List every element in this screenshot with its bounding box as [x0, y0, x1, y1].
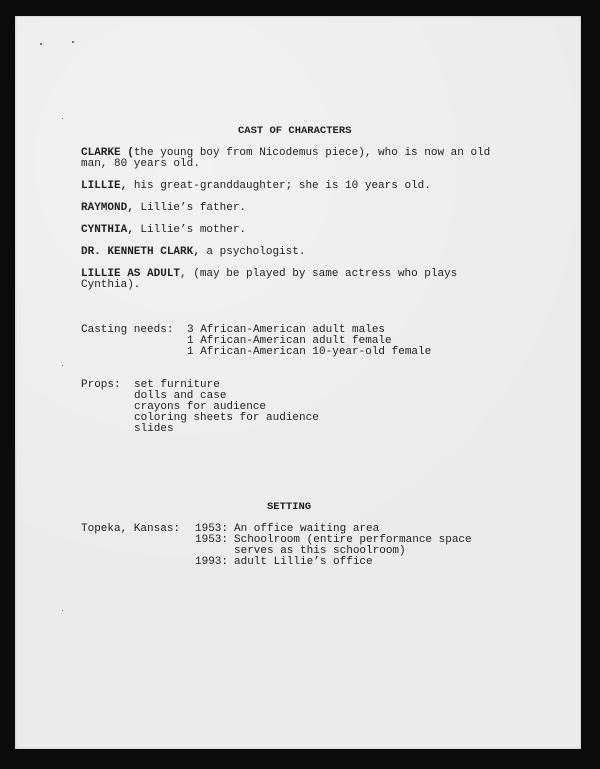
props-label: Props:: [81, 379, 121, 391]
setting-scene-year: 1993:: [195, 556, 229, 568]
character-name: LILLIE,: [81, 180, 128, 192]
casting-item: 3 African-American adult males: [187, 324, 386, 336]
cast-entry-clarke-cont: man, 80 years old.: [81, 158, 200, 170]
props-item: slides: [134, 423, 174, 435]
props-item: set furniture: [134, 379, 220, 391]
character-name: CYNTHIA,: [81, 224, 134, 236]
speck: [72, 41, 74, 43]
props-item: dolls and case: [134, 390, 227, 402]
cast-entry-lillie-adult-cont: Cynthia).: [81, 279, 141, 291]
casting-item: 1 African-American adult female: [187, 335, 392, 347]
character-name: CLARKE (: [81, 147, 134, 159]
cast-entry-raymond: [81, 203, 246, 214]
setting-scene-year: 1953:: [195, 523, 229, 535]
props-item: crayons for audience: [134, 401, 267, 413]
cast-entry-cynthia: [81, 225, 246, 236]
setting-scene-desc: Schoolroom (entire performance space: [234, 534, 472, 546]
character-name: DR. KENNETH CLARK,: [81, 246, 200, 258]
character-description: Lillie’s mother.: [133, 224, 247, 236]
setting-heading: SETTING: [267, 501, 312, 513]
props-item: coloring sheets for audience: [134, 412, 319, 424]
character-description: a psychologist.: [199, 246, 306, 258]
character-description: his great-granddaughter; she is 10 years old.: [127, 180, 431, 192]
character-description: , (may be played by same actress who plays: [180, 268, 458, 280]
speck: [40, 43, 42, 45]
casting-item: 1 African-American 10-year-old female: [187, 346, 432, 358]
character-name: RAYMOND,: [81, 202, 134, 214]
speck: [62, 365, 63, 366]
setting-location: Topeka, Kansas:: [81, 523, 181, 535]
cast-entry-dr-clark: [81, 247, 305, 258]
setting-scene-desc-cont: serves as this schoolroom): [234, 545, 406, 557]
character-name: LILLIE AS ADULT: [81, 268, 181, 280]
casting-label: Casting needs:: [81, 324, 174, 336]
character-description: Lillie’s father.: [133, 202, 247, 214]
cast-entry-lillie: [81, 181, 431, 192]
cast-heading: CAST OF CHARACTERS: [238, 125, 352, 137]
setting-scene-desc: adult Lillie’s office: [234, 556, 373, 568]
speck: [62, 610, 63, 611]
setting-scene-desc: An office waiting area: [234, 523, 380, 535]
character-description: the young boy from Nicodemus piece), who is now an old: [133, 147, 491, 159]
setting-scene-year: 1953:: [195, 534, 229, 546]
speck: [62, 118, 63, 119]
